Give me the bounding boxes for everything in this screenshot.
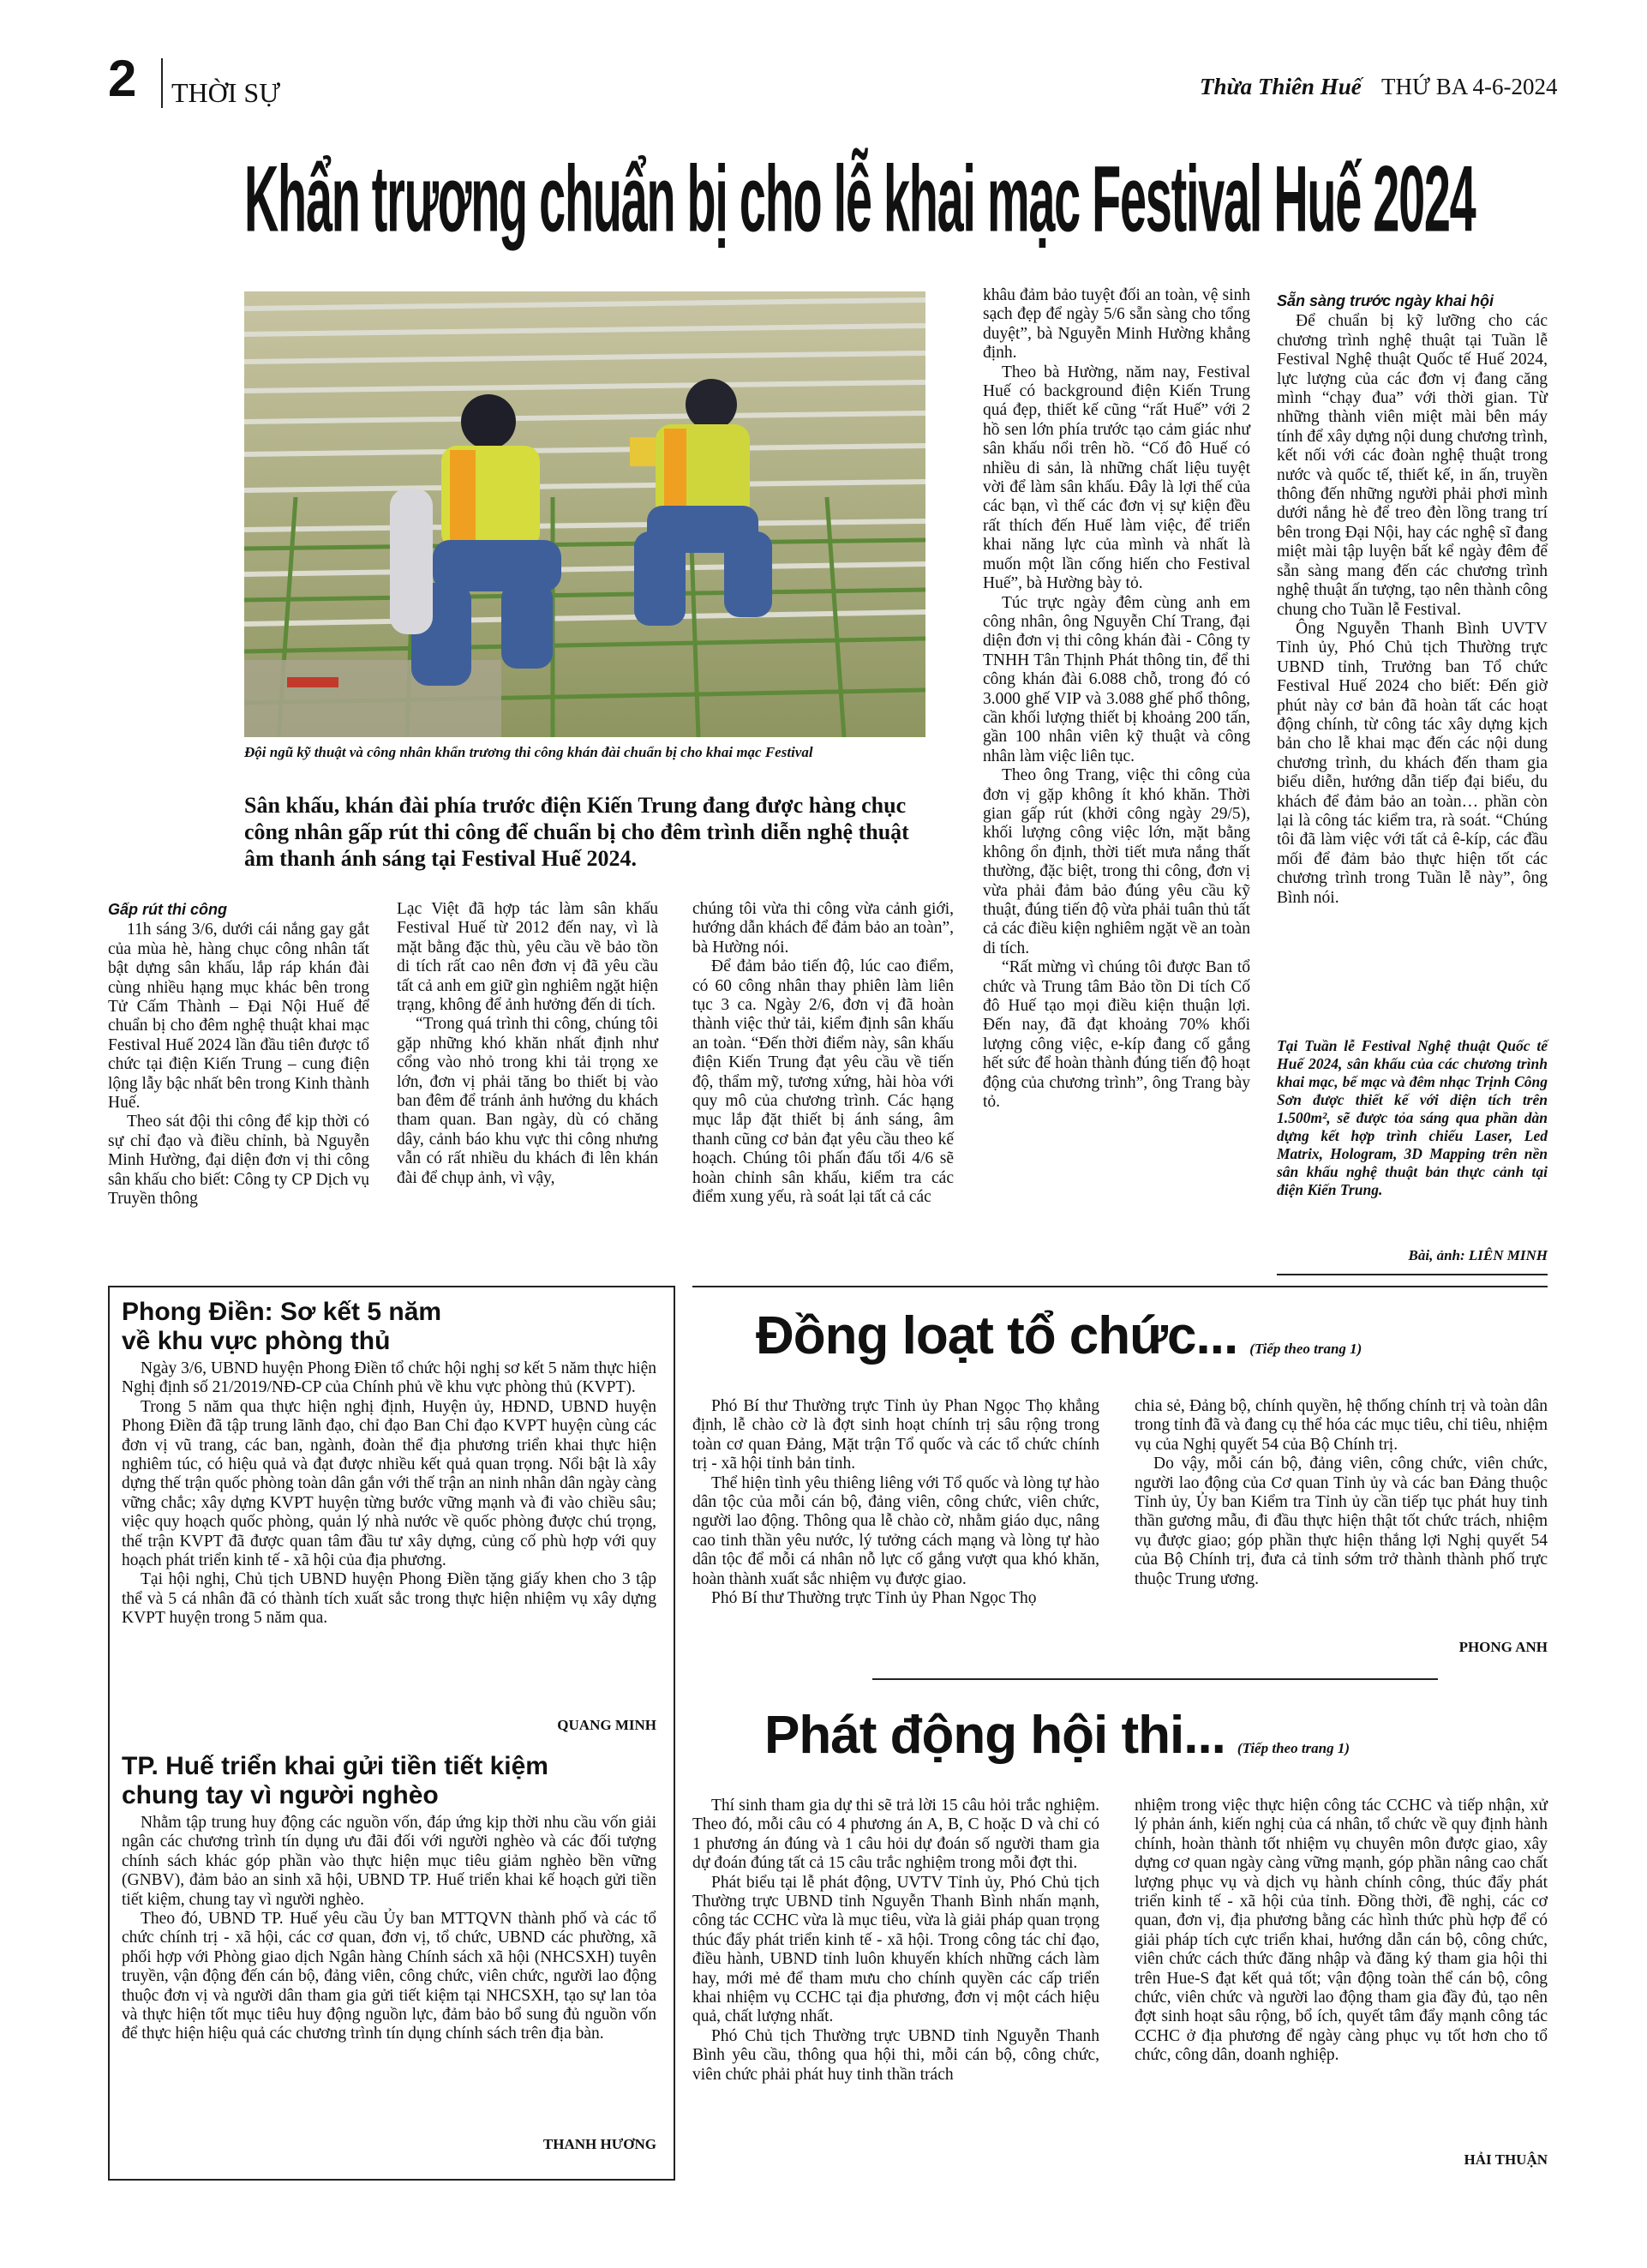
paper-name: Thừa Thiên Huế [1200,74,1362,99]
phat-dong-title: Phát động hội thi... [764,1706,1225,1765]
main-bottom-rule [1277,1274,1548,1275]
main-col-3 [692,900,954,1208]
right-top-rule [692,1286,1548,1287]
subhead-gap-rut: Gấp rút thi công [108,901,227,918]
main-boxout: Tại Tuần lễ Festival Nghệ thuật Quốc tế Huế 2024, sân khấu của các chương trình khai mạc, bế mạc và đêm nhạc Trịnh Công Sơn được thiết kế với diện tích trên 1.500m², sẽ được tỏa sáng qua phần dàn dựng kết hợp trình chiếu Laser, Led Matrix, Hologram, 3D Mapping trên nền sân khấu nghệ thuật bản thực cảnh tại điện Kiến Trung. [1277,1037,1548,1198]
subhead-san-sang: Sẵn sàng trước ngày khai hội [1277,292,1494,309]
phat-dong-col-1 [692,1797,1099,2085]
phat-dong-col-2 [1135,1797,1548,2066]
main-col3-para: chúng tôi vừa thi công vừa cảnh giới, hướng dẫn khách để đảm bảo an toàn”, bà Hường nói. [692,900,954,957]
phat-dong-para: nhiệm trong việc thực hiện công tác CCHC và tiếp nhận, xử lý phản ánh, kiến nghị của cá nhân, tổ chức về quy định hành chính, hoàn thành tốt nhiệm vụ chuyên môn được giao, xây dựng cơ quan ngày càng vững mạnh, góp phần nâng cao chất lượng phục vụ và dịch vụ hành chính công, thúc đẩy phát triển kinh tế - xã hội của tỉnh. Đồng thời, đề nghị, các cơ quan, đơn vị, địa phương bằng các hình thức phù hợp để có giải pháp tích cực triển khai, hướng dẫn cán bộ, công chức, viên chức cách thức đăng nhập và đăng ký tham gia hội thi trên Hue-S đạt kết quả tốt; vận động toàn thể cán bộ, công chức, viên chức và người lao động tham gia đầy đủ, tạo nên đợt sinh hoạt sâu rộng, bổ ích, quyết tâm đẩy mạnh công tác CCHC ở địa phương để ngày càng phục vụ tốt hơn cho tổ chức, công dân, doanh nghiệp. [1135,1797,1548,2065]
phong-dien-body [122,1359,656,1629]
dong-loat-para: Phó Bí thư Thường trực Tỉnh ủy Phan Ngọc Thọ [711,1589,1037,1608]
main-col1-para: 11h sáng 3/6, dưới cái nắng gay gắt của mùa hè, hàng chục công nhân tất bật dựng sân khấu, lắp ráp khán đài cùng nhiều hạng mục khác bên trong Tử Cấm Thành – Đại Nội Huế để chuẩn bị cho đêm nghệ thuật khai mạc Festival Huế 2024 lần đầu tiên được tổ chức tại điện Kiến Trung – cung điện lộng lẫy bậc nhất bên trong Kinh thành Huế. [108,921,369,1113]
main-col1-para: Theo sát đội thi công để kịp thời có sự chỉ đạo và điều chỉnh, bà Nguyễn Minh Hường, đại diện đơn vị thi công sân khấu cho biết: Công ty CP Dịch vụ Truyền thông [108,1113,369,1209]
dong-loat-continued: (Tiếp theo trang 1) [1249,1341,1363,1357]
main-col3-para: Để đảm bảo tiến độ, lúc cao điểm, có 60 công nhân thay phiên làm liên tục 3 ca. Ngày 2/6, đơn vị đã hoàn thành việc thử tải, kiểm định sân khấu an toàn. “Đến thời điểm này, sân khấu điện Kiến Trung đạt yêu cầu về tiến độ, thẩm mỹ, tương xứng, hài hòa với quy mô của chương trình. Các hạng mục lắp đặt thiết bị ánh sáng, âm thanh cũng cơ bản đạt yêu cầu theo kế hoạch. Chúng tôi phấn đấu tối 4/6 sẽ hoàn chỉnh sân khấu, kiểm tra các điểm xung yếu, rà soát lại tất cả các [692,957,954,1207]
tp-hue-byline: THANH HƯƠNG [542,2136,656,2152]
phat-dong-headline [764,1706,1350,1766]
main-col2-para: Lạc Việt đã hợp tác làm sân khấu Festival Huế từ 2012 đến nay, vì là mặt bằng đặc thù, yêu cầu về bảo tồn di tích rất cao nên đơn vị đã yêu cầu tất cả anh em giữ gìn nghiêm ngặt hiện trạng, không để ảnh hưởng đến di tích. [397,900,658,1015]
main-col5-para: Để chuẩn bị kỹ lưỡng cho các chương trình nghệ thuật tại Tuần lễ Festival Nghệ thuật Quốc tế Huế 2024, lực lượng của các đơn vị đang căng mình “chạy đua” với thời gian. Từ những thành viên miệt mài bên máy tính để xây dựng nội dung chương trình, kết nối với các đoàn nghệ thuật trong nước và quốc tế, thiết kế, in ấn, truyền thông đến những người phải phơi mình dưới nắng hè để treo đèn lồng trang trí bên trong Đại Nội, hay các nghệ sĩ đang miệt mài tập luyện bất kể ngày đêm để sẵn sàng mang đến các chương trình nghệ thuật ấn tượng, tạo nên thành công chung cho Tuần lễ Festival. [1277,312,1548,619]
phong-dien-para: Ngày 3/6, UBND huyện Phong Điền tổ chức hội nghị sơ kết 5 năm thực hiện Nghị định số 21/2019/NĐ-CP của Chính phủ về khu vực phòng thủ (KVPT). [122,1359,656,1397]
section-label: THỜI SỰ [171,77,281,108]
phong-dien-headline-line1: Phong Điền: Sơ kết 5 năm [122,1298,442,1326]
tp-hue-headline-line1: TP. Huế triển khai gửi tiền tiết kiệm [122,1752,548,1780]
main-col4-para: “Rất mừng vì chúng tôi được Ban tổ chức và Trung tâm Bảo tồn Di tích Cố đô Huế tạo mọi điều kiện thuận lợi. Đến nay, đã đạt khoảng 70% khối lượng công việc, e-kíp đang cố gắng hết sức để hoàn thành đúng tiến độ hoạt động của chương trình”, ông Trang bày tỏ. [983,958,1250,1112]
main-col-2 [397,900,658,1188]
phat-dong-para: Thí sinh tham gia dự thi sẽ trả lời 15 câu hỏi trắc nghiệm. Theo đó, mỗi câu có 4 phương án A, B, C hoặc D và chỉ có 1 phương án đúng và 1 câu hỏi dự đoán số người tham gia dự đoán đúng tất cả 15 câu trắc nghiệm trong mỗi đợt thi. [692,1797,1099,1873]
main-photo [244,291,925,737]
main-col4-para: Theo ông Trang, việc thi công của đơn vị gặp không ít khó khăn. Thời gian gấp rút (khởi công ngày 29/5), khối lượng công việc lớn, mặt bằng không ổn định, thời tiết mưa nắng thất thường, đặc biệt, trong thi công, đơn vị vừa phải đảm bảo đúng yêu cầu kỹ thuật, đúng tiến độ vừa phải tuân thủ tất cả các điều kiện nghiêm ngặt về an toàn di tích. [983,766,1250,957]
main-col2-para: “Trong quá trình thi công, chúng tôi gặp những khó khăn nhất định như cổng vào nhỏ trong khi tải trọng xe lớn, đơn vị phải tăng bo thiết bị vào ban đêm để tránh ảnh hưởng du khách tham quan. Ban ngày, dù có chăng dây, cảnh báo khu vực thi công nhưng vẫn có rất nhiều du khách đi lên khán đài để chụp ảnh, vì vậy, [397,1015,658,1187]
main-col4-para: Theo bà Hường, năm nay, Festival Huế có background điện Kiến Trung quá đẹp, thiết kế cũng “rất Huế” với 2 hồ sen lớn phía trước tạo cảm giác như sân khấu nổi trên hồ. “Cố đô Huế có nhiều di sản, là những chất liệu tuyệt vời để làm sân khấu. Đây là lợi thế của các bạn, vì thế các đơn vị sự kiện đều rất thích đến Huế làm việc, để triển khai năng lực của mình và nhất là muốn một lần cống hiến cho Festival Huế”, bà Hường bày tỏ. [983,363,1250,593]
phong-dien-headline [122,1298,653,1356]
tp-hue-para: Nhằm tập trung huy động các nguồn vốn, đáp ứng kịp thời nhu cầu vốn giải ngân các chương trình tín dụng ưu đãi đối với người nghèo và các đối tượng chính sách khác góp phần vào thực hiện mục tiêu giảm nghèo bền vững (GNBV), đảm bảo an sinh xã hội, UBND TP. Huế triển khai kế hoạch gửi tiền tiết kiệm, chung tay vì người nghèo. [122,1814,656,1909]
dong-loat-para: Phó Bí thư Thường trực Tỉnh ủy Phan Ngọc Thọ khẳng định, lễ chào cờ là đợt sinh hoạt chính trị sâu rộng trong toàn cơ quan Đảng, Mặt trận Tổ quốc và các tổ chức chính trị - xã hội tỉnh bản tỉnh. [692,1397,1099,1473]
tp-hue-headline [122,1752,653,1810]
dong-loat-para: Do vậy, mỗi cán bộ, đảng viên, công chức, viên chức, người lao động của Cơ quan Tỉnh ủy và các ban Đảng thuộc Tỉnh ủy, Ủy ban Kiểm tra Tỉnh ủy cần tiếp tục phát huy tinh thần gương mẫu, đi đầu thực hiện thật tốt chức trách, nhiệm vụ được giao; góp phần thực hiện thắng lợi Nghị quyết 54 của Bộ Chính trị, đưa cả tỉnh sớm trở thành thành phố trực thuộc Trung ương. [1135,1455,1548,1588]
issue-date: THỨ BA 4-6-2024 [1381,74,1558,99]
tp-hue-headline-line2: chung tay vì người nghèo [122,1781,439,1809]
main-byline: Bài, ảnh: LIÊN MINH [1408,1247,1548,1263]
dong-loat-para: chia sẻ, Đảng bộ, chính quyền, hệ thống chính trị và toàn dân trong tỉnh đã và đang cụ thể hóa các mục tiêu, chỉ tiêu, nhiệm vụ của Nghị quyết 54 của Bộ Chính trị. [1135,1397,1548,1454]
phong-dien-para: Trong 5 năm qua thực hiện nghị định, Huyện ủy, HĐND, UBND huyện Phong Điền đã tập trung lãnh đạo, chỉ đạo Ban Chỉ đạo KVPT huyện cùng các đơn vị vũ trang, các ban, ngành, đoàn thể địa phương triển khai thực hiện nghiêm túc, có hiệu quả và đạt được nhiều kết quả quan trọng. Nổi bật là xây dựng thế trận quốc phòng toàn dân gắn với thế trận an ninh nhân dân ngày càng vững chắc; xây dựng KVPT huyện từng bước vững mạnh và đi vào chiều sâu; việc quy hoạch quốc phòng, quản lý nhà nước về quốc phòng được chú trọng, thế trận KVPT đã được quan tâm đầu tư xây dựng, củng cố phù hợp với quy hoạch phát triển kinh tế - xã hội của địa phương. [122,1397,656,1570]
main-col5-para: Ông Nguyễn Thanh Bình UVTV Tỉnh ủy, Phó Chủ tịch Thường trực UBND tỉnh, Trưởng ban Tổ chức Festival Huế 2024 cho biết: Đến giờ phút này cơ bản đã hoàn tất các hoạt động chính, từ công tác xây dựng kịch bản cho lễ khai mạc đến các nội dung chương trình, du khách đến tham gia biểu diễn, hướng dẫn tiếp đại biểu, du khách để đảm bảo an toàn… phần còn lại là công tác kiểm tra, rà soát. “Chúng tôi đã làm việc với tất cả ê-kíp, các đầu mối để đảm bảo thực hiện tốt các chương trình trong Tuần lễ này”, ông Bình nói. [1277,619,1548,907]
phat-dong-para: Phát biểu tại lễ phát động, UVTV Tỉnh ủy, Phó Chủ tịch Thường trực UBND tỉnh Nguyễn Thanh Bình nhấn mạnh, công tác CCHC vừa là mục tiêu, vừa là giải pháp quan trọng thúc đẩy phát triển kinh tế - xã hội. Trong công tác chỉ đạo, điều hành, UBND tỉnh luôn khuyến khích những cách làm hay, mới mẻ để tham mưu cho chính quyền các cấp triển khai nhiệm vụ CCHC tại địa phương, đơn vị một cách hiệu quả, chất lượng nhất. [692,1873,1099,2026]
phong-dien-headline-line2: về khu vực phòng thủ [122,1327,391,1355]
tp-hue-body [122,1814,656,2044]
dong-loat-para: Thể hiện tình yêu thiêng liêng với Tổ quốc và lòng tự hào dân tộc của mỗi cán bộ, đảng viên, công chức, viên chức, người lao động. Thông qua lễ chào cờ, nhằm giáo dục, nâng cao tinh thần yêu nước, lý tưởng cách mạng và lòng tự hào dân tộc để mỗi cá nhân nỗ lực cố gắng vượt qua khó khăn, hoàn thành xuất sắc nhiệm vụ được giao. [692,1473,1099,1588]
dong-loat-byline: PHONG ANH [1458,1639,1548,1655]
main-headline: Khẩn trương chuẩn bị cho lễ khai mạc Festival Huế 2024 [244,147,1476,252]
mid-divider [872,1678,1438,1680]
phat-dong-para: Phó Chủ tịch Thường trực UBND tỉnh Nguyễn Thanh Bình yêu cầu, thông qua hội thi, mỗi cán bộ, công chức, viên chức phải phát huy tinh thần trách [692,2026,1099,2084]
phat-dong-continued: (Tiếp theo trang 1) [1237,1740,1351,1756]
phong-dien-para: Tại hội nghị, Chủ tịch UBND huyện Phong Điền tặng giấy khen cho 3 tập thể và 5 cá nhân đã có thành tích xuất sắc trong thực hiện nhiệm vụ xây dựng KVPT huyện trong 5 năm qua. [122,1570,656,1628]
page-number: 2 [108,50,137,107]
dong-loat-col-2 [1135,1397,1548,1589]
dong-loat-title: Đồng loạt tổ chức... [756,1306,1238,1365]
header-divider [161,58,163,108]
photo-caption: Đội ngũ kỹ thuật và công nhân khẩn trương thi công khán đài chuẩn bị cho khai mạc Festival [244,744,813,760]
dong-loat-col-1 [692,1397,1099,1608]
phat-dong-byline: HẢI THUẬN [1464,2151,1548,2168]
phong-dien-byline: QUANG MINH [557,1717,656,1733]
main-lead: Sân khấu, khán đài phía trước điện Kiến Trung đang được hàng chục công nhân gấp rút thi công để chuẩn bị cho đêm trình diễn nghệ thuật âm thanh ánh sáng tại Festival Huế 2024. [244,793,909,871]
construction-photo-illustration [244,291,925,737]
tp-hue-para: Theo đó, UBND TP. Huế yêu cầu Ủy ban MTTQVN thành phố và các tổ chức chính trị - xã hội, các cơ quan, đơn vị, tổ chức, UBND các phường, xã phối hợp với Phòng giao dịch Ngân hàng Chính sách xã hội (NHCSXH) tuyên truyền, vận động đến cán bộ, đảng viên, công chức, viên chức, người lao động thuộc đơn vị và người dân tham gia gửi tiết kiệm tại NHCSXH, tạo sự lan tỏa và thực hiện tốt mục tiêu huy động nguồn lực, đảm bảo bổ sung đủ nguồn vốn để thực hiện hiệu quả các chương trình tín dụng chính sách trên địa bàn. [122,1910,656,2043]
main-col-5 [1277,291,1548,908]
main-col-4 [983,286,1250,1112]
dong-loat-headline [756,1306,1362,1366]
main-col-1 [108,900,369,1209]
main-col4-para: Túc trực ngày đêm cùng anh em công nhân, ông Nguyễn Chí Trang, đại diện đơn vị thi công khán đài - Công ty TNHH Tân Thịnh Phát thông tin, để thi công khán đài 6.088 chỗ, trong đó có 3.000 ghế VIP và 3.088 ghế phổ thông, cần khối lượng thiết bị khoảng 200 tấn, gần 100 nhân viên kỹ thuật và công nhân làm việc liên tục. [983,593,1250,765]
main-col4-para: khâu đảm bảo tuyệt đối an toàn, vệ sinh sạch đẹp để ngày 5/6 sẵn sàng cho tổng duyệt”, bà Nguyễn Minh Hường khẳng định. [983,286,1250,363]
